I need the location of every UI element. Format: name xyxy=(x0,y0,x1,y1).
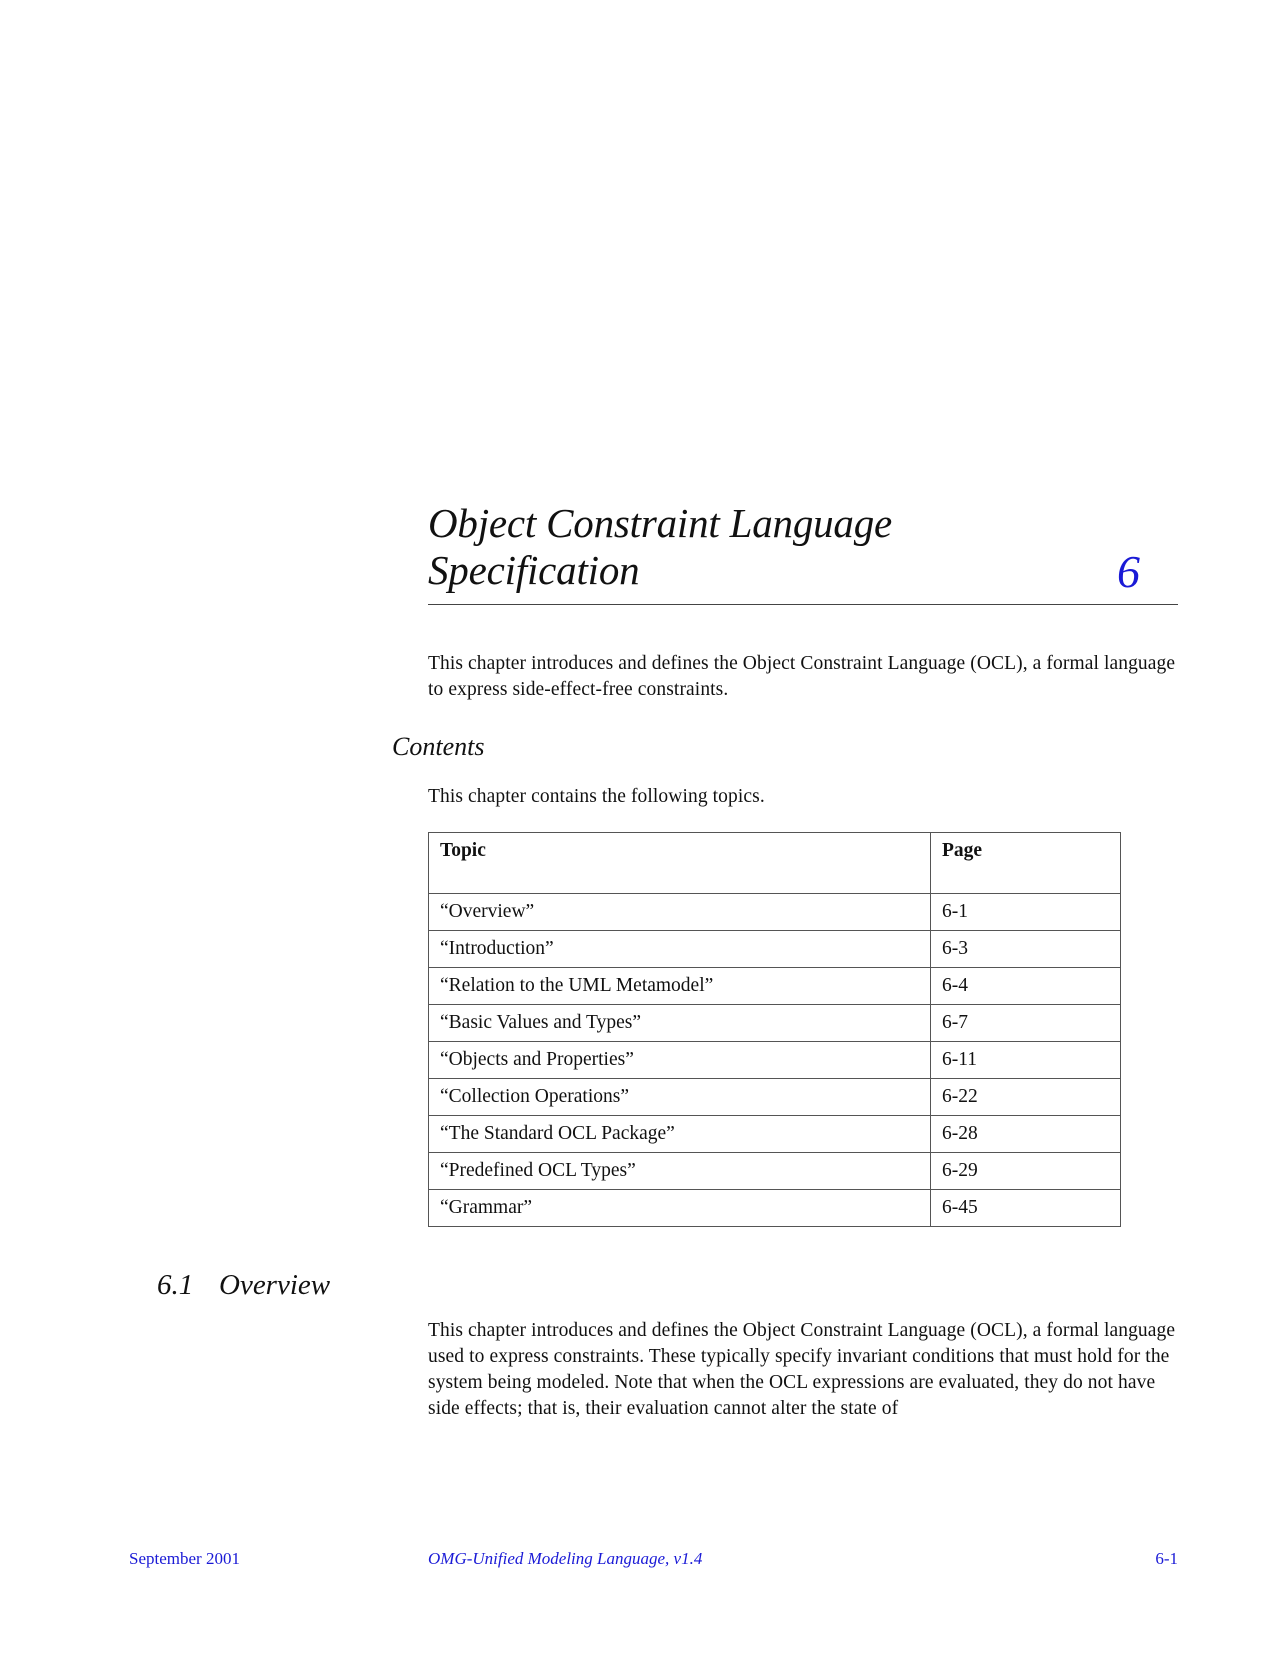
header-page: Page xyxy=(931,833,1121,894)
chapter-title-line1: Object Constraint Language xyxy=(428,500,893,546)
table-row xyxy=(429,1153,1121,1190)
topic-link[interactable]: “Relation to the UML Metamodel” xyxy=(429,968,931,1005)
table-row xyxy=(429,931,1121,968)
topic-link[interactable]: “Predefined OCL Types” xyxy=(429,1153,931,1190)
page-ref: 6-3 xyxy=(931,931,1121,968)
chapter-title-line2: Specification xyxy=(428,547,640,593)
topic-link[interactable]: “Grammar” xyxy=(429,1190,931,1227)
topic-link[interactable]: “Objects and Properties” xyxy=(429,1042,931,1079)
topic-link[interactable]: “Collection Operations” xyxy=(429,1079,931,1116)
footer-date: September 2001 xyxy=(129,1549,240,1568)
page-ref: 6-29 xyxy=(931,1153,1121,1190)
page-ref: 6-11 xyxy=(931,1042,1121,1079)
page-ref: 6-22 xyxy=(931,1079,1121,1116)
header-topic: Topic xyxy=(429,833,931,894)
contents-heading: Contents xyxy=(392,732,485,761)
section-title: Overview xyxy=(219,1269,331,1301)
page-ref: 6-28 xyxy=(931,1116,1121,1153)
overview-paragraph: This chapter introduces and defines the Object Constraint Language (OCL), a formal language used to express constraints. These typically specify invariant conditions that must hold for the system being modeled. Note that when the OCL expressions are evaluated, they do not have side effects; that is, their evaluation cannot alter the state of xyxy=(428,1320,1176,1419)
table-row xyxy=(429,1116,1121,1153)
table-row xyxy=(429,968,1121,1005)
chapter-intro: This chapter introduces and defines the Object Constraint Language (OCL), a formal language to express side-effect-free constraints. xyxy=(428,653,1176,700)
page-ref: 6-7 xyxy=(931,1005,1121,1042)
topic-link[interactable]: “Introduction” xyxy=(429,931,931,968)
table-row xyxy=(429,1079,1121,1116)
topic-link[interactable]: “The Standard OCL Package” xyxy=(429,1116,931,1153)
table-row xyxy=(429,1005,1121,1042)
topic-link[interactable]: “Overview” xyxy=(429,894,931,931)
table-row xyxy=(429,1190,1121,1227)
table-row xyxy=(429,894,1121,931)
chapter-number: 6 xyxy=(1117,546,1140,597)
footer-document-title: OMG-Unified Modeling Language, v1.4 xyxy=(428,1549,703,1568)
page-ref: 6-45 xyxy=(931,1190,1121,1227)
section-number: 6.1 xyxy=(157,1269,194,1301)
table-header-row xyxy=(429,833,1121,894)
table-row xyxy=(429,1042,1121,1079)
page-ref: 6-4 xyxy=(931,968,1121,1005)
footer-page-number: 6-1 xyxy=(1155,1549,1178,1568)
title-divider xyxy=(428,604,1178,605)
contents-intro: This chapter contains the following topics. xyxy=(428,786,765,807)
page-ref: 6-1 xyxy=(931,894,1121,931)
topic-link[interactable]: “Basic Values and Types” xyxy=(429,1005,931,1042)
section-heading xyxy=(157,1268,330,1302)
contents-table xyxy=(428,832,1121,1227)
